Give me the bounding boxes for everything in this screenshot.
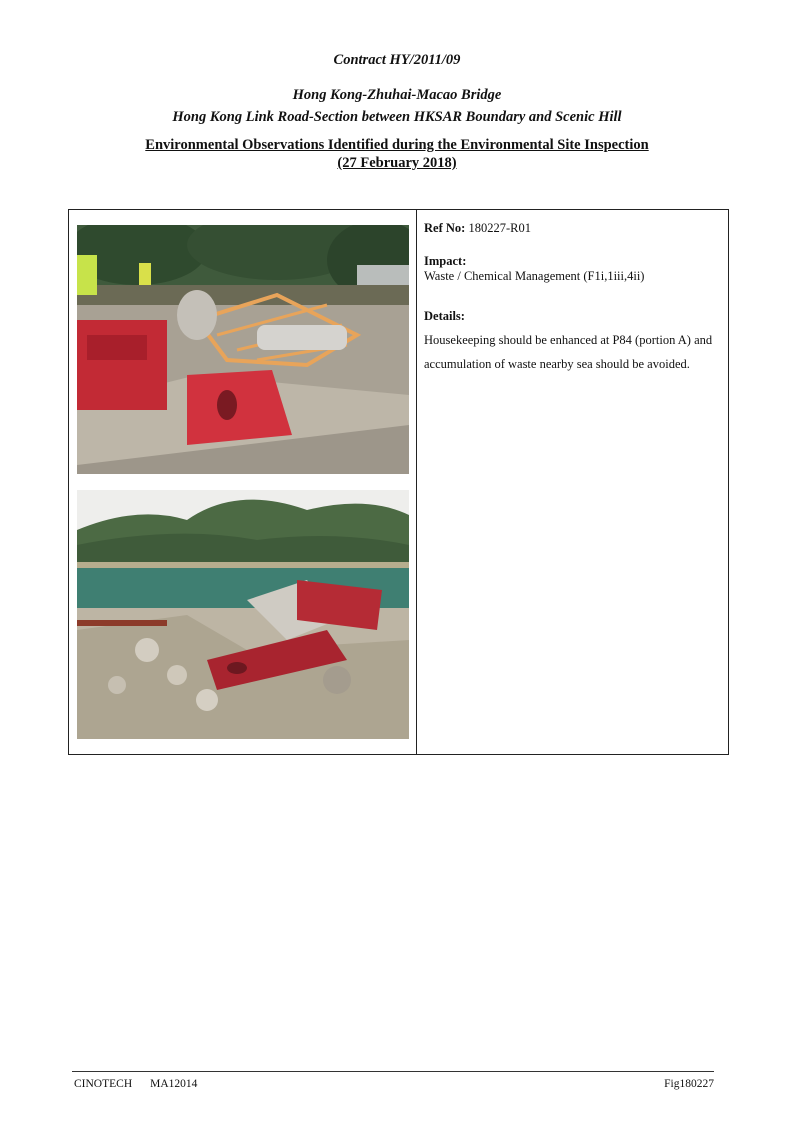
project-title-line2: Hong Kong Link Road-Section between HKSAR Boundary and Scenic Hill [172, 109, 622, 125]
document-code: MA12014 [150, 1078, 198, 1090]
ref-value: 180227-R01 [468, 221, 531, 235]
project-title-line1: Hong Kong-Zhuhai-Macao Bridge [292, 87, 502, 103]
column-divider [416, 210, 417, 754]
observations-title [0, 136, 794, 172]
footer-divider [72, 1071, 714, 1072]
observations-date: (27 February 2018) [337, 155, 457, 171]
company-name: CINOTECH [74, 1078, 133, 1090]
impact-label: Impact: [424, 254, 467, 268]
observations-title-line1: Environmental Observations Identified during the Environmental Site Inspection [145, 137, 649, 153]
observation-table [68, 209, 729, 755]
document-header [0, 52, 794, 172]
details-value: Housekeeping should be enhanced at P84 (portion A) and accumulation of waste nearby sea should be avoided. [424, 333, 713, 371]
impact-value: Waste / Chemical Management (F1i,1iii,4ii) [424, 269, 645, 283]
ref-label: Ref No: [424, 221, 466, 235]
footer-left [74, 1078, 197, 1090]
ref-number [424, 220, 720, 236]
site-photo-barriers [77, 225, 409, 474]
figure-number: Fig180227 [664, 1078, 714, 1090]
observation-details [424, 220, 720, 376]
project-title [0, 84, 794, 128]
contract-number: Contract HY/2011/09 [333, 52, 461, 68]
details-label: Details: [424, 309, 465, 323]
site-photo-seashore [77, 490, 409, 739]
